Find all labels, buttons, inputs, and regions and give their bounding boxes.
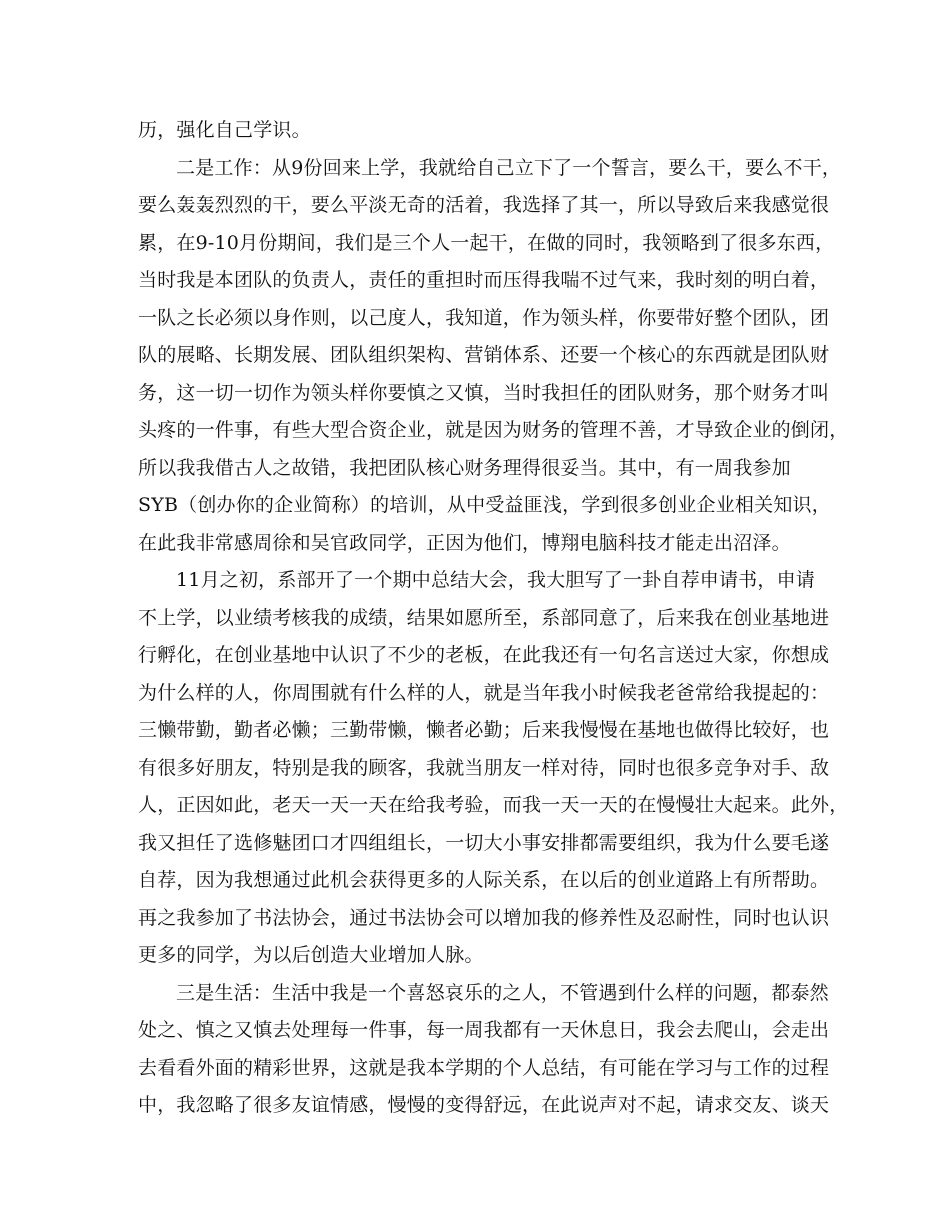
text-line: 队的展略、长期发展、团队组织架构、营销体系、还要一个核心的东西就是团队财: [138, 344, 830, 366]
text-line: 要么轰轰烈烈的干，要么平淡无奇的活着，我选择了其一，所以导致后来我感觉很: [138, 194, 830, 216]
text-line: SYB（创办你的企业简称）的培训，从中受益匪浅，学到很多创业企业相关知识，: [138, 494, 831, 516]
text-line: 累，在9-10月份期间，我们是三个人一起干，在做的同时，我领略到了很多东西，: [138, 231, 835, 254]
text-line: 当时我是本团队的负责人，责任的重担时而压得我喘不过气来，我时刻的明白着，: [138, 269, 830, 291]
text-line: 自荐，因为我想通过此机会获得更多的人际关系，在以后的创业道路上有所帮助。: [138, 869, 830, 891]
text-line: 去看看外面的精彩世界，这就是我本学期的个人总结，有可能在学习与工作的过程: [138, 1056, 830, 1079]
text-line: 为什么样的人，你周围就有什么样的人，就是当年我小时候我老爸常给我提起的：: [138, 681, 830, 704]
text-line: 行孵化，在创业基地中认识了不少的老板，在此我还有一句名言送过大家，你想成: [138, 644, 830, 666]
text-line: 中，我忽略了很多友谊情感，慢慢的变得舒远，在此说声对不起，请求交友、谈天: [138, 1094, 830, 1116]
text-line: 历，强化自己学识。: [138, 119, 311, 141]
text-line: 我又担任了选修魅团口才四组组长，一切大小事安排都需要组织，我为什么要毛遂: [138, 831, 830, 854]
paragraph-work: [138, 150, 849, 563]
paragraph-november: [138, 562, 849, 975]
text-line: 二是工作：从9份回来上学，我就给自己立下了一个誓言，要么干，要么不干，: [176, 156, 842, 179]
text-line: 务，这一切一切作为领头样你要慎之又慎，当时我担任的团队财务，那个财务才叫: [138, 381, 830, 404]
text-line: 更多的同学，为以后创造大业增加人脉。: [138, 944, 484, 966]
text-line: 再之我参加了书法协会，通过书法协会可以增加我的修养性及忍耐性，同时也认识: [138, 906, 830, 929]
text-line: 处之、慎之又慎去处理每一件事，每一周我都有一天休息日，我会去爬山，会走出: [138, 1019, 830, 1041]
text-line: 头疼的一件事，有些大型合资企业，就是因为财务的管理不善，才导致企业的倒闭，: [138, 419, 849, 441]
text-line: 在此我非常感周徐和吴官政同学，正因为他们，博翔电脑科技才能走出沼泽。: [138, 531, 791, 554]
document-body: [138, 112, 849, 1125]
text-line: 三懒带勤，勤者必懒；三勤带懒，懒者必勤；后来我慢慢在基地也做得比较好，也: [138, 719, 830, 741]
paragraph-continuation: [138, 112, 828, 150]
text-line: 人，正因如此，老天一天一天在给我考验，而我一天一天的在慢慢壮大起来。此外，: [138, 794, 849, 816]
text-line: 一队之长必须以身作则，以己度人，我知道，作为领头样，你要带好整个团队，团: [138, 306, 830, 329]
text-line: 三是生活：生活中我是一个喜怒哀乐的之人，不管遇到什么样的问题，都泰然: [176, 981, 829, 1004]
text-line: 不上学，以业绩考核我的成绩，结果如愿所至，系部同意了，后来我在创业基地进: [138, 606, 830, 629]
text-line: 有很多好朋友，特别是我的顾客，我就当朋友一样对待，同时也很多竞争对手、敌: [138, 756, 830, 779]
text-line: 11月之初，系部开了一个期中总结大会，我大胆写了一卦自荐申请书，申请: [176, 569, 815, 591]
paragraph-life: [138, 975, 828, 1125]
text-line: 所以我我借古人之故错，我把团队核心财务理得很妥当。其中，有一周我参加: [138, 456, 791, 479]
